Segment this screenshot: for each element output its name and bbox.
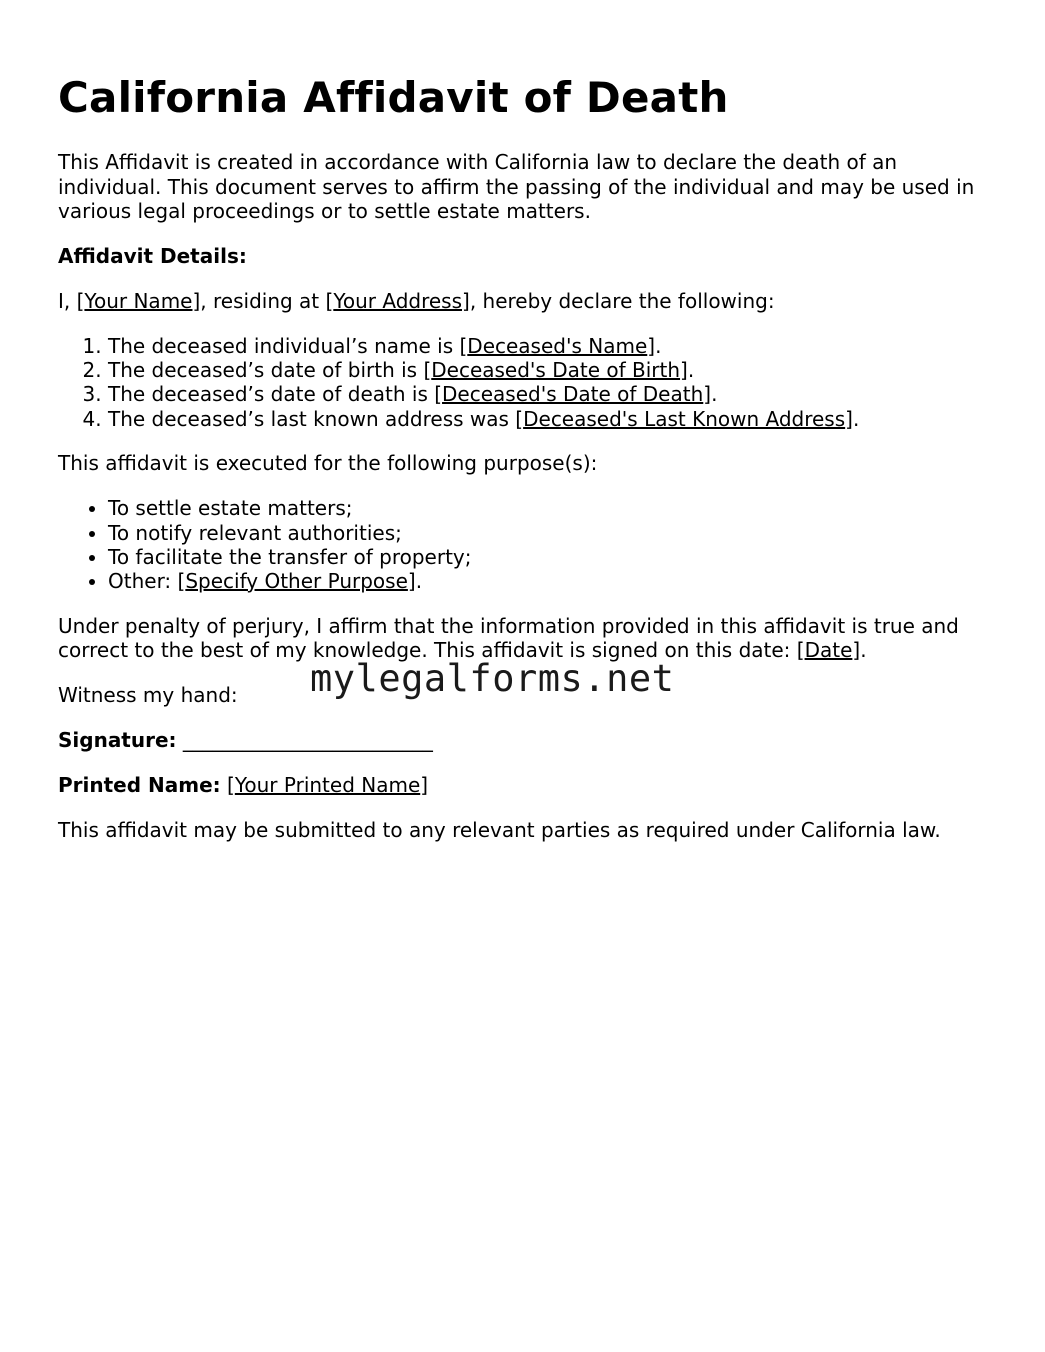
your-name-field[interactable]: Your Name <box>84 289 193 313</box>
closing-paragraph: This affidavit may be submitted to any relevant parties as required under California law. <box>58 818 941 843</box>
deceased-name-field[interactable]: Deceased's Name <box>467 334 648 358</box>
list-item: • To settle estate matters; <box>108 496 998 520</box>
deceased-death-date-field[interactable]: Deceased's Date of Death <box>442 382 704 407</box>
purposes-list <box>58 496 998 593</box>
signature-blank[interactable]: _________________________ <box>182 728 433 753</box>
details-heading: Affidavit Details: <box>58 244 247 268</box>
deceased-address-field[interactable]: Deceased's Last Known Address <box>523 406 846 431</box>
signature-label: Signature: <box>58 728 177 753</box>
list-item: • Other: [Specify Other Purpose]. <box>108 569 998 593</box>
list-item: • To notify relevant authorities; <box>108 521 998 545</box>
list-item: 3. The deceased’s date of death is [Deceased's Date of Death]. <box>108 382 998 406</box>
list-item: • To facilitate the transfer of property; <box>108 545 998 569</box>
facts-list <box>58 334 998 431</box>
declaration-paragraph: I, [Your Name], residing at [Your Address], hereby declare the following: <box>58 289 775 313</box>
printed-name-field[interactable]: Your Printed Name <box>234 773 421 798</box>
list-item: 2. The deceased’s date of birth is [Deceased's Date of Birth]. <box>108 358 998 382</box>
purpose-intro: This affidavit is executed for the following purpose(s): <box>58 451 598 476</box>
list-item: 1. The deceased individual’s name is [Deceased's Name]. <box>108 334 998 358</box>
document-page <box>58 72 998 863</box>
printed-name-label: Printed Name: <box>58 773 221 798</box>
printed-name-line: Printed Name: [Your Printed Name] <box>58 773 429 798</box>
your-address-field[interactable]: Your Address <box>333 289 463 313</box>
list-item: 4. The deceased’s last known address was [Deceased's Last Known Address]. <box>108 407 998 431</box>
other-purpose-field[interactable]: Specify Other Purpose <box>185 568 408 593</box>
signature-line <box>58 728 998 753</box>
document-title: California Affidavit of Death <box>58 73 729 122</box>
watermark: mylegalforms.net <box>310 657 675 700</box>
intro-paragraph: This Affidavit is created in accordance with California law to declare the death of an individual. This document serves to affirm the passing of the individual and may be used in various legal proceedings or to settle estate matters. <box>58 150 975 223</box>
date-field[interactable]: Date <box>804 638 853 663</box>
witness-line: Witness my hand: <box>58 683 238 708</box>
perjury-paragraph: Under penalty of perjury, I affirm that the information provided in this affidavit is true and correct to the best of my knowledge. This affidavit is signed on this date: [Date]. <box>58 613 959 663</box>
deceased-birth-date-field[interactable]: Deceased's Date of Birth <box>431 358 681 383</box>
